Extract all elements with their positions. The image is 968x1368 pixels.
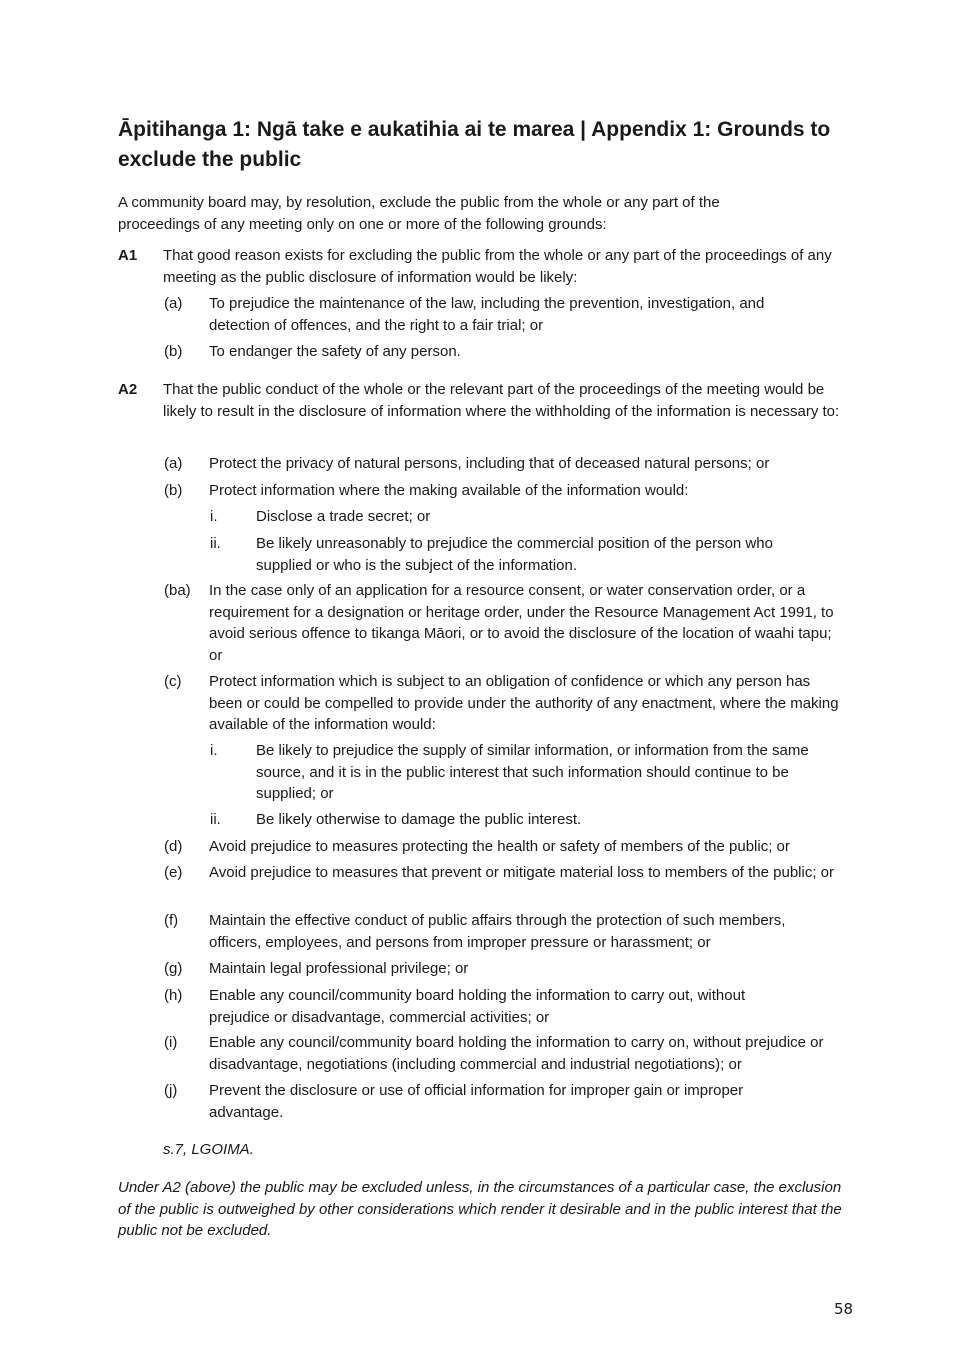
list-item: To endanger the safety of any person. — [209, 343, 461, 360]
subitem-label: ii. — [210, 535, 221, 552]
item-label: (b) — [164, 482, 183, 499]
list-item: Prevent the disclosure or use of official information for improper gain or improper advantage. — [209, 1082, 744, 1121]
subitem-label: i. — [210, 508, 218, 525]
list-item: To prejudice the maintenance of the law, including the prevention, investigation, and detection of offences, and the right to a fair trial; or — [209, 295, 765, 334]
sub-list-item: Disclose a trade secret; or — [256, 508, 431, 525]
note-paragraph: Under A2 (above) the public may be excluded unless, in the circumstances of a particular case, the exclusion of the public is outweighed by other considerations which render it desirable and in the public interest that the public not be excluded. — [118, 1179, 842, 1240]
item-label: (a) — [164, 295, 183, 312]
clause-label-a1: A1 — [118, 247, 138, 264]
item-label: (ba) — [164, 582, 191, 599]
item-label: (b) — [164, 343, 183, 360]
list-item: Maintain legal professional privilege; or — [209, 960, 469, 977]
page-title: Āpitihanga 1: Ngā take e aukatihia ai te marea | Appendix 1: Grounds to exclude the public — [118, 118, 831, 171]
item-label: (f) — [164, 912, 179, 929]
clause-a1-text: That good reason exists for excluding the public from the whole or any part of the proceedings of any meeting as the public disclosure of information would be likely: — [163, 247, 832, 286]
subitem-label: i. — [210, 742, 218, 759]
subitem-label: ii. — [210, 811, 221, 828]
sub-list-item: Be likely otherwise to damage the public interest. — [256, 811, 582, 828]
list-item: Maintain the effective conduct of public affairs through the protection of such members, officers, employees, and persons from improper pressure or harassment; or — [209, 912, 786, 951]
list-item: Avoid prejudice to measures that prevent or mitigate material loss to members of the public; or — [209, 864, 835, 881]
item-label: (e) — [164, 864, 183, 881]
item-label: (a) — [164, 455, 183, 472]
list-item: Protect information which is subject to an obligation of confidence or which any person has been or could be compelled to provide under the authority of any enactment, where the making available of the information would: — [209, 673, 839, 734]
intro-paragraph: A community board may, by resolution, exclude the public from the whole or any part of the proceedings of any meeting only on one or more of the following grounds: — [118, 194, 720, 233]
list-item: Protect information where the making available of the information would: — [209, 482, 689, 499]
item-label: (c) — [164, 673, 182, 690]
item-label: (i) — [164, 1034, 178, 1051]
list-item: Avoid prejudice to measures protecting the health or safety of members of the public; or — [209, 838, 790, 855]
list-item: Protect the privacy of natural persons, including that of deceased natural persons; or — [209, 455, 770, 472]
item-label: (j) — [164, 1082, 178, 1099]
item-label: (d) — [164, 838, 183, 855]
citation: s.7, LGOIMA. — [163, 1141, 254, 1158]
list-item: In the case only of an application for a resource consent, or water conservation order, or a requirement for a designation or heritage order, under the Resource Management Act 1991, to avoid serious offence to tikanga Māori, or to avoid the disclosure of the location of waahi tapu; or — [209, 582, 834, 664]
list-item: Enable any council/community board holding the information to carry on, without prejudice or disadvantage, negotiations (including commercial and industrial negotiations); or — [209, 1034, 824, 1073]
clause-label-a2: A2 — [118, 381, 138, 398]
list-item: Enable any council/community board holding the information to carry out, without prejudice or disadvantage, commercial activities; or — [209, 987, 746, 1026]
clause-a2-text: That the public conduct of the whole or the relevant part of the proceedings of the meeting would be likely to result in the disclosure of information where the withholding of the information is necessary to: — [163, 381, 840, 420]
page-number: 58 — [834, 1300, 854, 1318]
item-label: (g) — [164, 960, 183, 977]
sub-list-item: Be likely to prejudice the supply of similar information, or information from the same source, and it is in the public interest that such information should continue to be supplied; or — [256, 742, 809, 803]
sub-list-item: Be likely unreasonably to prejudice the commercial position of the person who supplied or who is the subject of the information. — [256, 535, 773, 574]
item-label: (h) — [164, 987, 183, 1004]
